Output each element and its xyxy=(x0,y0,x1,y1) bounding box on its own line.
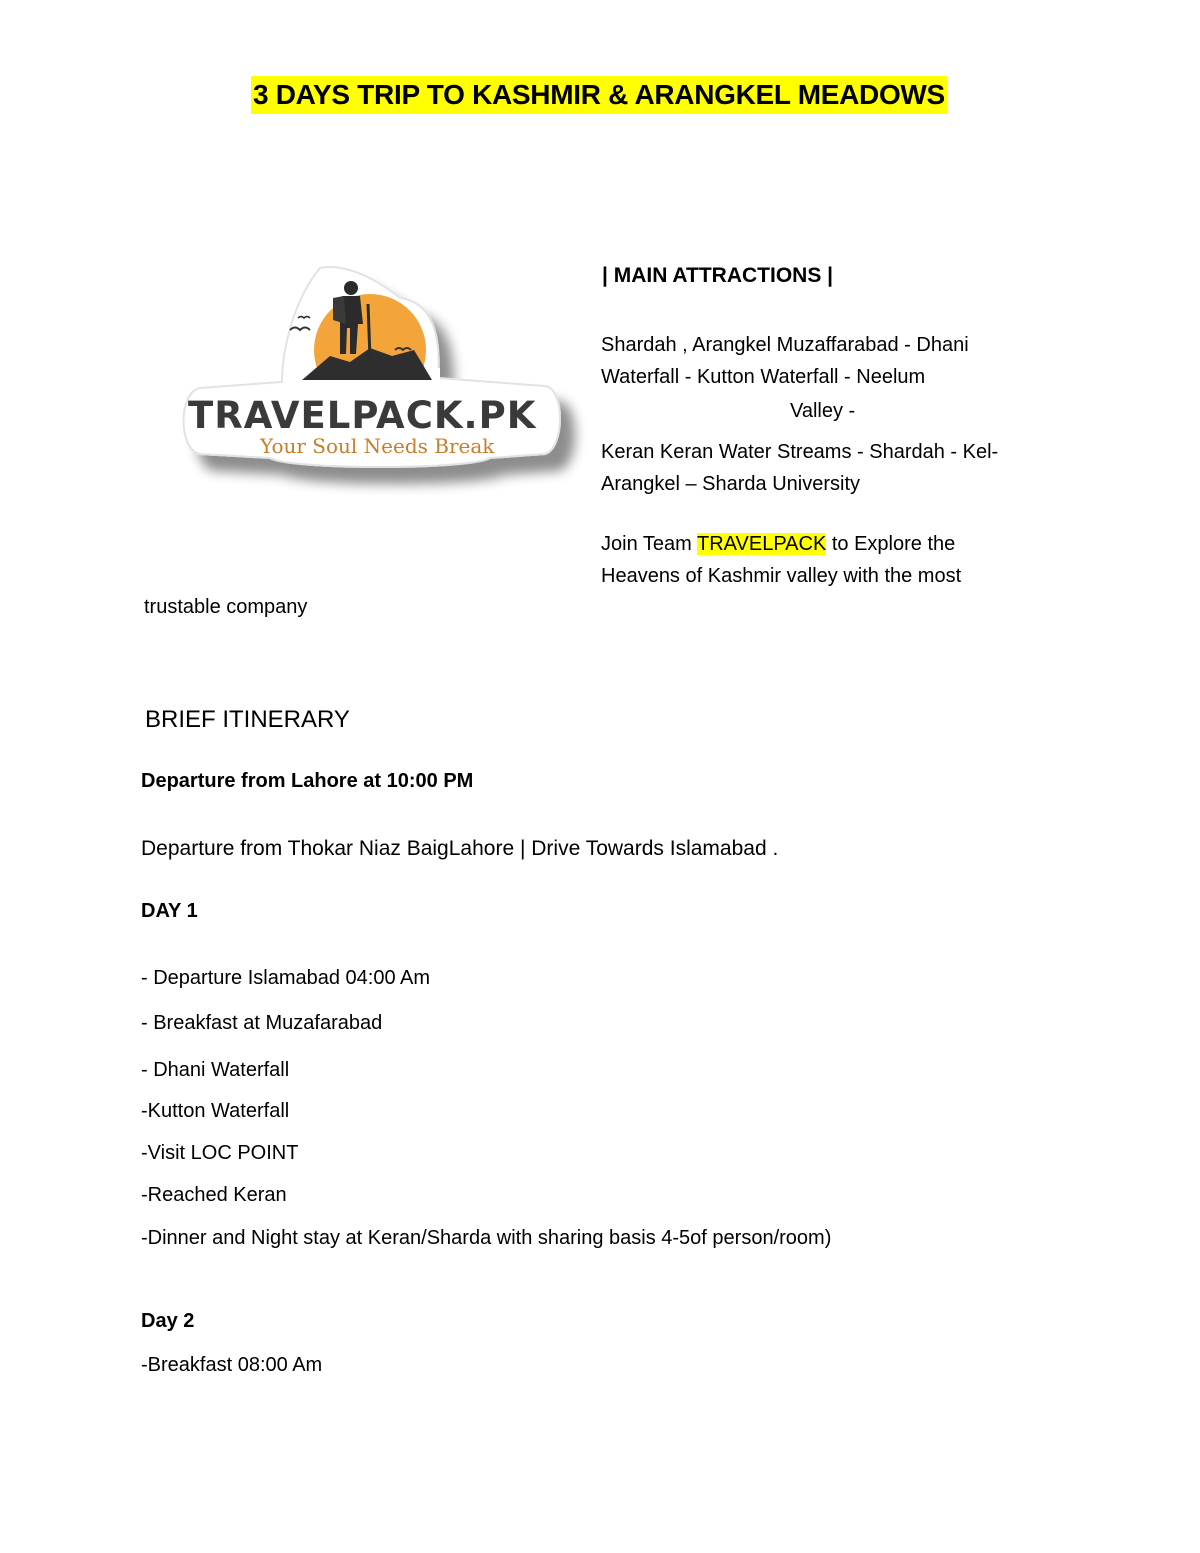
join-line-3: trustable company xyxy=(144,596,308,618)
attractions-line-2: Waterfall - Kutton Waterfall - Neelum xyxy=(601,366,926,388)
departure-text: Departure from Thokar Niaz BaigLahore | Drive Towards Islamabad . xyxy=(141,837,779,860)
day1-item: - Dhani Waterfall xyxy=(141,1059,290,1081)
join-line-1 xyxy=(601,532,955,556)
logo-brand: TRAVELPACK.PK xyxy=(188,394,537,437)
itinerary-heading: BRIEF ITINERARY xyxy=(145,706,350,733)
join-post: to Explore the xyxy=(826,533,956,555)
attractions-line-4: Keran Keran Water Streams - Shardah - Kel- xyxy=(601,441,999,463)
day1-item: -Dinner and Night stay at Keran/Sharda with sharing basis 4-5of person/room) xyxy=(141,1227,832,1249)
day1-item: -Kutton Waterfall xyxy=(141,1100,290,1122)
day2-heading: Day 2 xyxy=(141,1310,195,1332)
day1-item: - Departure Islamabad 04:00 Am xyxy=(141,967,431,989)
attractions-line-5: Arangkel – Sharda University xyxy=(601,473,861,495)
join-pre: Join Team xyxy=(601,533,697,555)
document-title: 3 DAYS TRIP TO KASHMIR & ARANGKEL MEADOWS xyxy=(251,76,947,114)
attractions-line-1: Shardah , Arangkel Muzaffarabad - Dhani xyxy=(601,334,969,356)
join-brand-highlight: TRAVELPACK xyxy=(697,533,827,555)
logo-graphic xyxy=(170,258,590,498)
day1-item: -Reached Keran xyxy=(141,1184,287,1206)
join-line-2: Heavens of Kashmir valley with the most xyxy=(601,565,962,587)
day2-item: -Breakfast 08:00 Am xyxy=(141,1354,323,1376)
day1-item: - Breakfast at Muzafarabad xyxy=(141,1012,383,1034)
attractions-heading: | MAIN ATTRACTIONS | xyxy=(602,264,834,287)
travelpack-logo xyxy=(170,258,590,498)
logo-tagline: Your Soul Needs Break xyxy=(260,434,495,458)
attractions-line-3: Valley - xyxy=(790,400,856,422)
day1-item: -Visit LOC POINT xyxy=(141,1142,299,1164)
day1-heading: DAY 1 xyxy=(141,900,198,922)
departure-heading: Departure from Lahore at 10:00 PM xyxy=(141,770,474,792)
